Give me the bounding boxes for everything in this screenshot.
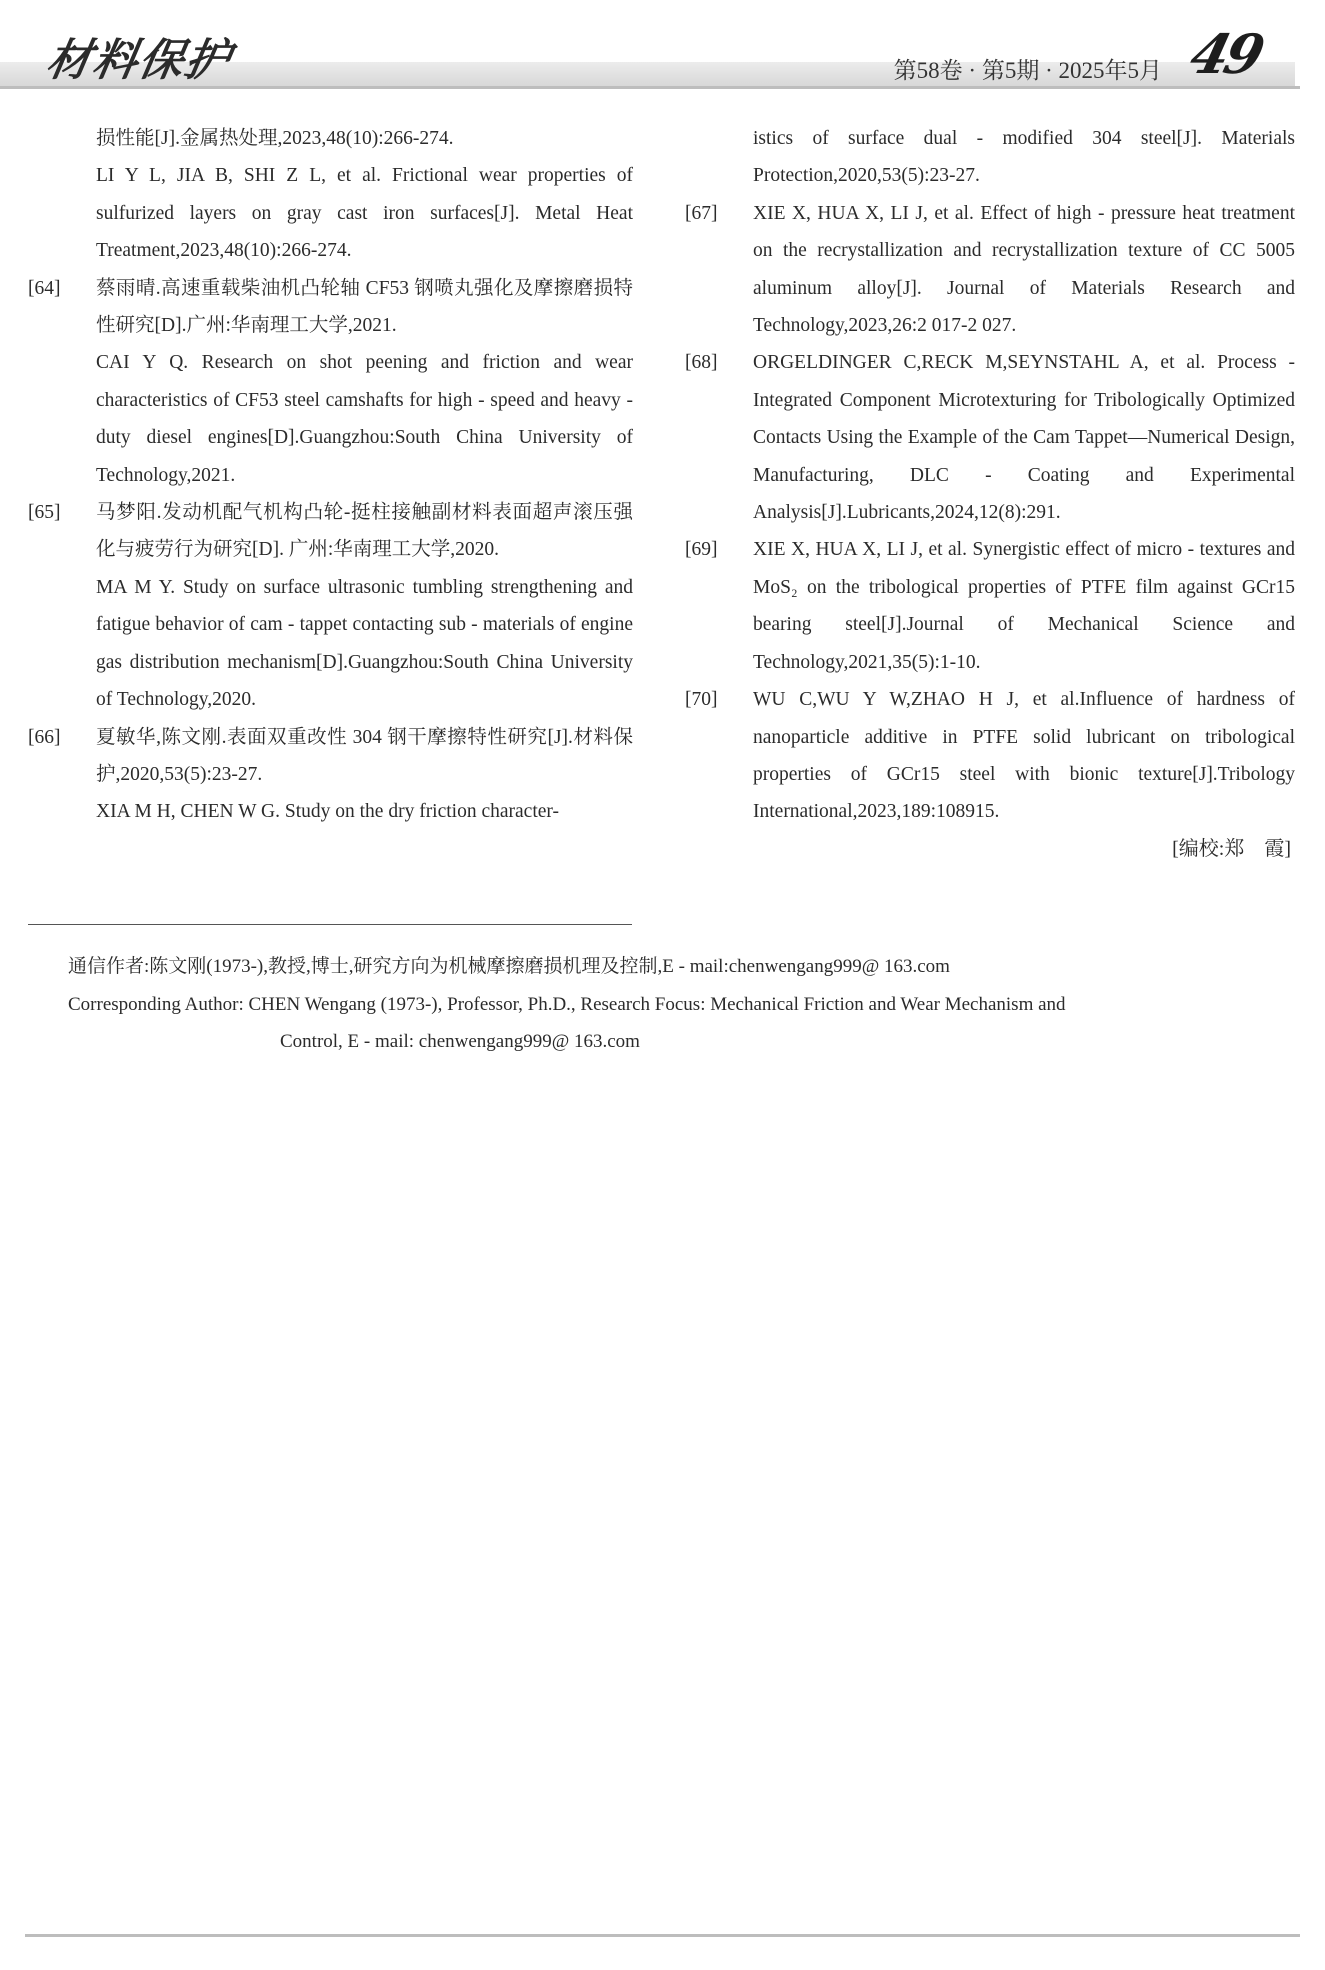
footnote-en-line1: Corresponding Author: CHEN Wengang (1973-), Professor, Ph.D., Research Focus: Mechanical Friction and Wear Mechanism and bbox=[68, 993, 1066, 1015]
reference-item bbox=[685, 120, 1295, 195]
page-header bbox=[0, 0, 1325, 96]
reference-en: LI Y L, JIA B, SHI Z L, et al. Frictional wear properties of sulfurized layers on gray cast iron surfaces[J]. Metal Heat Treatment,2023,48(10):266-274. bbox=[96, 165, 633, 262]
footnote-en-line2: Control, E - mail: chenwengang999@ 163.com bbox=[280, 1031, 640, 1052]
reference-cn: 夏敏华,陈文刚.表面双重改性 304 钢干摩擦特性研究[J].材料保护,2020,53(5):23-27. bbox=[96, 726, 633, 785]
reference-item bbox=[685, 531, 1295, 681]
reference-en: XIE X, HUA X, LI J, et al. Synergistic effect of micro - textures and MoS₂ on the tribological properties of PTFE film against GCr15 bearing steel[J].Journal of Mechanical Science and Technology,2021,35(5):1-10. bbox=[753, 539, 1295, 673]
reference-item bbox=[28, 494, 633, 718]
reference-number: [64] bbox=[28, 277, 61, 299]
reference-item bbox=[28, 120, 633, 270]
reference-item bbox=[685, 344, 1295, 531]
reference-cn: 蔡雨晴.高速重载柴油机凸轮轴 CF53 钢喷丸强化及摩擦磨损特性研究[D].广州:华南理工大学,2021. bbox=[96, 277, 633, 337]
footnote-rule bbox=[28, 924, 632, 925]
journal-logo: 材料保护 bbox=[42, 35, 236, 86]
footnote-cn: 通信作者:陈文刚(1973-),教授,博士,研究方向为机械摩擦磨损机理及控制,E - mail:chenwengang999@ 163.com bbox=[68, 956, 950, 977]
bottom-rule bbox=[25, 1934, 1300, 1937]
reference-number: [65] bbox=[28, 502, 61, 524]
reference-number: [66] bbox=[28, 726, 61, 748]
corresponding-author-footnote bbox=[68, 948, 1295, 1061]
page-number: 49 bbox=[1184, 22, 1268, 86]
reference-en: WU C,WU Y W,ZHAO H J, et al.Influence of hardness of nanoparticle additive in PTFE solid lubricant on tribological properties of GCr15 steel with bionic texture[J].Tribology International,2023,189:108915. bbox=[753, 689, 1295, 823]
reference-number: [70] bbox=[685, 689, 718, 711]
reference-en: XIE X, HUA X, LI J, et al. Effect of high - pressure heat treatment on the recrystallization and recrystallization texture of CC 5005 aluminum alloy[J]. Journal of Materials Research and Technology,2023,26:2 017-2 027. bbox=[753, 202, 1295, 337]
left-column bbox=[28, 120, 633, 831]
reference-item bbox=[685, 195, 1295, 345]
reference-number: [68] bbox=[685, 352, 718, 374]
reference-en: XIA M H, CHEN W G. Study on the dry friction character- bbox=[96, 801, 560, 823]
editor-note: [编校:郑 霞] bbox=[1172, 837, 1291, 860]
reference-item bbox=[28, 270, 633, 494]
reference-en: MA M Y. Study on surface ultrasonic tumbling strengthening and fatigue behavior of cam - tappet contacting sub - materials of engine gas distribution mechanism[D].Guangzhou:South China University of Technology,2020. bbox=[96, 576, 633, 711]
reference-en: CAI Y Q. Research on shot peening and friction and wear characteristics of CF53 steel camshafts for high - speed and heavy - duty diesel engines[D].Guangzhou:South China University of Technology,2021. bbox=[96, 352, 633, 486]
reference-cn: 马梦阳.发动机配气机构凸轮-挺柱接触副材料表面超声滚压强化与疲劳行为研究[D]. 广州:华南理工大学,2020. bbox=[96, 502, 633, 561]
reference-en: istics of surface dual - modified 304 steel[J]. Materials Protection,2020,53(5):23-27. bbox=[753, 128, 1295, 187]
issue-info: 第58卷 · 第5期 · 2025年5月 bbox=[893, 58, 1162, 83]
reference-item bbox=[28, 719, 633, 831]
reference-en: ORGELDINGER C,RECK M,SEYNSTAHL A, et al. Process - Integrated Component Microtexturing for Tribologically Optimized Contacts Using the Example of the Cam Tappet—Numerical Design, Manufacturing, DLC - Coating and Experimental Analysis[J].Lubricants,2024,12(8):291. bbox=[753, 352, 1295, 524]
reference-number: [69] bbox=[685, 539, 718, 561]
reference-number: [67] bbox=[685, 202, 718, 224]
reference-cn: 损性能[J].金属热处理,2023,48(10):266-274. bbox=[96, 128, 454, 149]
right-column bbox=[685, 120, 1295, 868]
reference-item bbox=[685, 681, 1295, 831]
